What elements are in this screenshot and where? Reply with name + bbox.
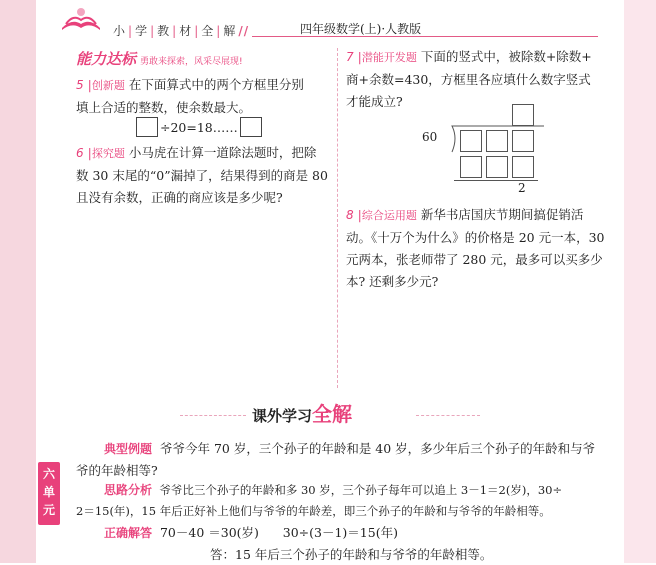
question-number: 6 — [76, 146, 84, 160]
series-char: 全 — [201, 24, 215, 38]
question-number: 7 — [346, 50, 354, 64]
typical-example: 典型例题 爷爷今年 70 岁，三个孙子的年龄和是 40 岁，多少年后三个孙子的年龄和与爷 爷的年龄相等? — [76, 441, 596, 478]
unit-tab: 六 单 元 — [38, 462, 60, 525]
book-logo-icon — [60, 4, 102, 32]
question-number: 8 — [346, 208, 354, 222]
column-divider — [337, 48, 338, 388]
answer-box[interactable] — [136, 117, 158, 137]
product-box[interactable] — [512, 156, 534, 178]
remainder: 2 — [518, 181, 526, 195]
ability-heading — [76, 48, 243, 68]
dividend-box[interactable] — [512, 130, 534, 152]
question-tag: 潜能开发题 — [361, 51, 417, 64]
answer-label: 正确解答 — [104, 526, 153, 540]
banner-rule-right — [416, 415, 480, 416]
right-margin-strip — [624, 0, 656, 563]
analysis: 思路分析 爷爷比三个孙子的年龄和多 30 岁，三个孙子每年可以追上 3－1＝2(岁)，30÷ 2＝15(年)，15 年后正好补上他们与爷爷的年龄差，即三个孙子的年龄和与爷爷的年龄相等。 — [76, 483, 563, 518]
series-char: 学 — [135, 24, 149, 38]
dividend-box[interactable] — [460, 130, 482, 152]
series-title: 小 | 学 | 教 | 材 | 全 | 解 // — [113, 24, 250, 38]
question-7: 7 |潜能开发题 下面的竖式中，被除数+除数+ 商+余数=430，方框里各应填什么数字竖式 才能成立? — [346, 49, 592, 109]
banner-rule-left — [180, 415, 246, 416]
quotient-box[interactable] — [512, 104, 534, 126]
question-8: 8 |综合运用题 新华书店国庆节期间搞促销活 动。《十万个为什么》的价格是 20 元一本，30 元两本，张老师带了 280 元，最多可以买多少 本? 还剩多少元? — [346, 207, 605, 289]
product-box[interactable] — [486, 156, 508, 178]
left-margin-strip — [0, 0, 36, 563]
series-char: 材 — [179, 24, 193, 38]
banner-title: 课外学习全解 — [252, 402, 353, 426]
ability-subtitle: 勇敢来探索，风采尽展现! — [140, 57, 243, 67]
answer: 正确解答 70－40 ＝30(岁) 30÷(3－1)＝15(年) 答：15 年后三个孙子的年龄和与爷爷的年龄相等。 — [104, 525, 493, 562]
question-5: 5 |创新题 在下面算式中的两个方框里分别 填上合适的整数，使余数最大。 — [76, 77, 304, 115]
question-tag: 探究题 — [91, 147, 125, 160]
question-tag: 创新题 — [91, 79, 125, 92]
question-tag: 综合运用题 — [361, 209, 417, 222]
divisor: 60 — [422, 130, 438, 144]
analysis-label: 思路分析 — [104, 483, 153, 497]
equation-text: ÷20=18…… — [160, 119, 238, 135]
series-char: 小 — [113, 24, 127, 38]
book-title: 四年级数学(上)·人教版 — [300, 22, 422, 36]
example-label: 典型例题 — [104, 442, 153, 456]
section-banner — [180, 398, 480, 428]
question-number: 5 — [76, 78, 84, 92]
series-char: 解 — [223, 24, 237, 38]
equation — [136, 116, 262, 138]
header-rule — [252, 36, 598, 37]
ability-title: 能力达标 — [76, 50, 137, 68]
series-char: 教 — [157, 24, 171, 38]
product-box[interactable] — [460, 156, 482, 178]
answer-box[interactable] — [240, 117, 262, 137]
long-division — [420, 104, 550, 196]
question-6: 6 |探究题 小马虎在计算一道除法题时，把除 数 30 末尾的“0”漏掉了，结果得到的商是 80 且没有余数，正确的商应该是多少呢? — [76, 145, 328, 205]
dividend-box[interactable] — [486, 130, 508, 152]
